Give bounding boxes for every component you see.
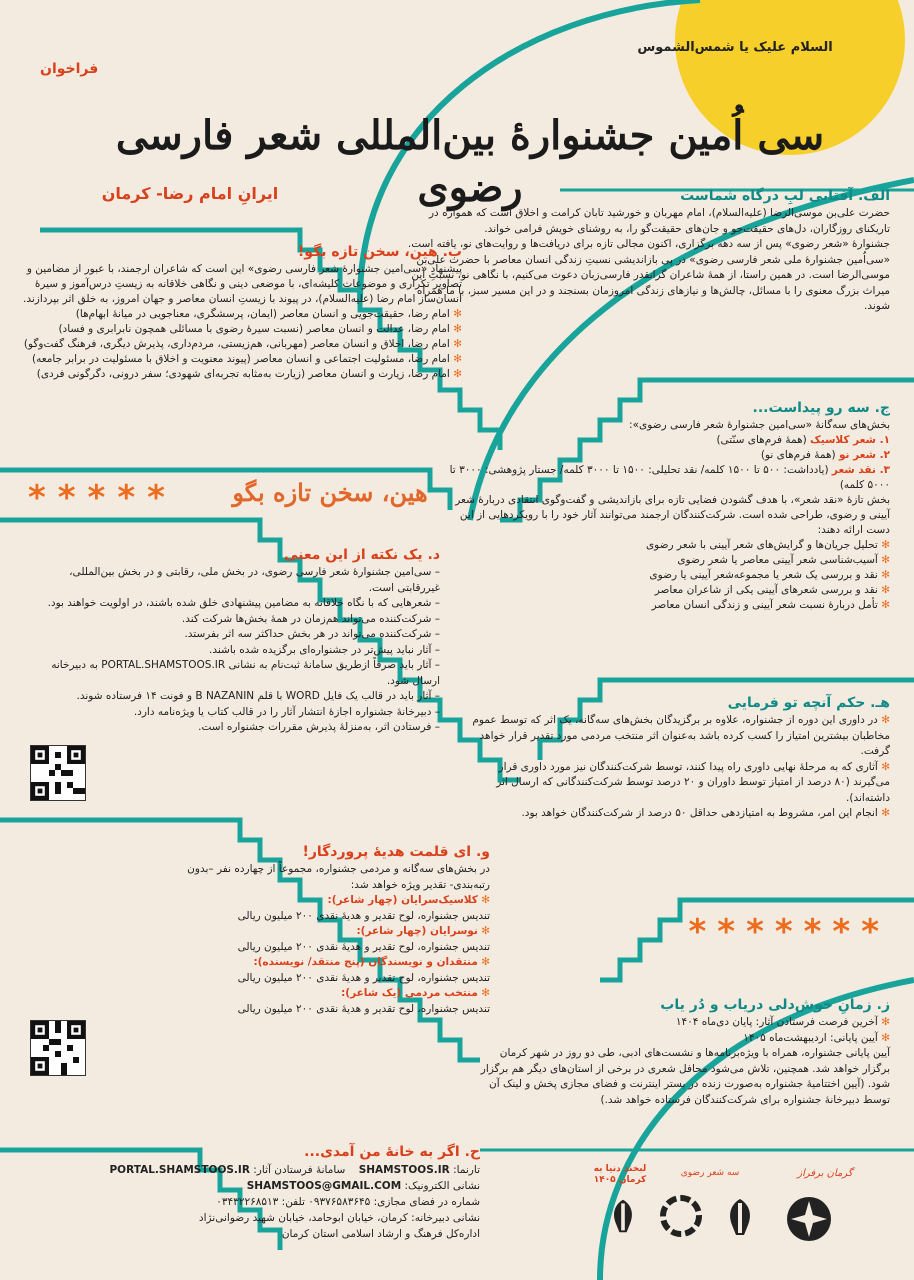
- ze-item: ✻ آیین پایانی: اردیبهشت‌ماه ۱۴۰۵: [743, 1031, 890, 1044]
- list-item: ✻ امام رضا، مسئولیت اجتماعی و انسان معاصر (پیوند معنویت و اخلاق با مسئولیت در برابر جامعه): [32, 353, 462, 365]
- asterisk-icon: ✻: [881, 714, 890, 726]
- emblem-logo-icon: [785, 1195, 833, 1243]
- greeting: السلام علیک یا شمس‌الشموس: [637, 40, 833, 55]
- award-title: ✻ کلاسیک‌سرایان (چهار شاعر):: [327, 894, 490, 906]
- vav-heading: و. ای قلمت هدیۀ پروردگار!: [302, 844, 490, 860]
- list-item: ✻ تأمل دربارۀ نسبت شعر آیینی و زندگی انسان معاصر: [651, 599, 890, 611]
- be-heading: ب. هین، سخن تازه بگو!: [297, 244, 462, 260]
- alef-p2: جشنوارۀ «شعر رضوی» پس از سه دهه برگزاری، اکنون مجالی تازه برای دریافت‌ها و روایت‌های نو، یافته است. «سی‌اُمین جشنوارۀ ملی شعر فارسی رضوی» در پی بازاندیشی نسبتِ زندگی انسان معاصر با حضرت علی‌بن موسی‌الرضا است. در همین راستا، از همهٔ شاعران گرانقدر فارسی‌زبان دعوت می‌کنیم، با نگاهی نو، نسبتِ این میراث بزرگ معنوی را با مسائل، چالش‌ها و نیازهای زندگی امروزمان بسنجند و در این مسیر سبز، با ما همراه شوند.: [407, 238, 890, 312]
- page-title: سی اُمین جشنوارۀ بین‌المللی شعر فارسی رضوی: [115, 112, 825, 211]
- contact-heading: ح. اگر به خانۀ من آمدی...: [304, 1144, 480, 1160]
- award-text: تندیس جشنواره، لوح تقدیر و هدیۀ نقدی ۲۰۰ میلیون ریالی: [237, 909, 490, 922]
- website-link[interactable]: SHAMSTOOS.IR: [358, 1164, 450, 1176]
- email-link[interactable]: SHAMSTOOS@GMAIL.COM: [246, 1180, 402, 1192]
- asterisk-icon: ✻: [453, 368, 462, 380]
- list-item: ✻ امام رضا، زیارت و انسان معاصر (زیارت به‌مثابه تجربه‌ای شهودی؛ سفر درونی، دگرگونی فردی): [36, 368, 462, 380]
- award-text: تندیس جشنواره، لوح تقدیر و هدیۀ نقدی ۲۰۰ میلیون ریالی: [237, 1002, 490, 1015]
- asterisk-icon: ✻: [481, 987, 490, 999]
- asterisk-icon: ✻: [881, 760, 890, 773]
- section-jim: [440, 398, 890, 613]
- section-be: [22, 242, 462, 382]
- logo-text-2: سه شعر رضوی: [680, 1168, 740, 1178]
- jim-heading: ج. سه رو پیداست...: [752, 400, 890, 416]
- jim-s1: ۱. شعر کلاسیک (همۀ فرم‌های سنّتی): [716, 434, 890, 446]
- list-item: ✻ آسیب‌شناسی شعر آیینی معاصر یا شعر رضوی: [677, 554, 890, 566]
- list-item: – شرکت‌کننده می‌تواند هم‌زمان در همۀ بخش‌ها شرکت کند.: [181, 612, 440, 625]
- iran-emblem-icon: [605, 1195, 641, 1237]
- asterisk-icon: ✻: [481, 894, 490, 906]
- asterisk-icon: ✻: [881, 1016, 890, 1028]
- ze-item: ✻ آخرین فرصت فرستادن آثار: پایان دی‌ماه ۱۴۰۴: [675, 1016, 890, 1028]
- section-vav: [150, 842, 490, 1017]
- list-item: ✻ امام رضا، حقیقت‌جویی و انسان معاصر (ایمان، پرسشگری، معناجویی در میانۀ ابهام‌ها): [75, 308, 462, 320]
- asterisk-icon: ✻: [881, 584, 890, 596]
- portal-link[interactable]: PORTAL.SHAMSTOOS.IR: [109, 1164, 250, 1176]
- contact-org: اداره‌کل فرهنگ و ارشاد اسلامی استان کرمان: [281, 1228, 480, 1240]
- contact-address: نشانی دبیرخانه: کرمان، خیابان ابوحامد، خیابان شهید رضوانی‌نژاد: [198, 1212, 480, 1224]
- list-item: ✻ تحلیل جریان‌ها و گرایش‌های شعر آیینی با شعر رضوی: [645, 539, 890, 551]
- award-text: تندیس جشنواره، لوح تقدیر و هدیۀ نقدی ۲۰۰ میلیون ریالی: [237, 971, 490, 984]
- location: ایرانِ امام رضا- کرمان: [101, 184, 279, 203]
- asterisk-icon: ✻: [881, 1031, 890, 1044]
- list-item: ✻ امام رضا، عدالت و انسان معاصر (نسبت سیرۀ رضوی با مسائلی همچون نابرابری و فساد): [58, 323, 462, 335]
- asterisk-icon: ✻: [453, 323, 462, 335]
- jim-list: [440, 538, 890, 613]
- asterisk-icon: ✻: [881, 539, 890, 551]
- asterisk-icon: ✻: [453, 338, 462, 350]
- logo-text-1: گرمان برفراز: [797, 1168, 853, 1179]
- list-item: – آثار نباید پیش‌تر در جشنواره‌ای برگزیده شده باشند.: [209, 643, 440, 656]
- decorative-stars: *******: [688, 912, 890, 952]
- be-list: [22, 307, 462, 382]
- asterisk-icon: ✻: [453, 308, 462, 320]
- slogan-banner: هین، سخن تازه بگو: [232, 478, 428, 507]
- award-text: تندیس جشنواره، لوح تقدیر و هدیۀ نقدی ۲۰۰ میلیون ریالی: [237, 940, 490, 953]
- asterisk-icon: ✻: [881, 554, 890, 566]
- list-item: – سی‌امین جشنوارۀ شعر فارسی رضوی، در بخش ملی، رقابتی و در بخش بین‌المللی، غیررقابتی است.: [69, 566, 440, 594]
- section-dal: [30, 545, 440, 736]
- section-he: [470, 693, 890, 822]
- slogan-stars: *****: [28, 478, 177, 518]
- jim-s2: ۲. شعر نو (همۀ فرم‌های نو): [760, 449, 890, 461]
- asterisk-icon: ✻: [881, 807, 890, 819]
- list-item: – شعرهایی که با نگاه خلاقانه به مضامین پیشنهادی خلق شده باشند، در اولویت خواهند بود.: [47, 597, 440, 609]
- be-intro: پیشنهادِ «سی‌امین جشنوارۀ شعر فارسی رضوی» این است که شاعران ارجمند، با عبور از مضامین و تصاویر تکراری و موضوعات کلیشه‌ای، با موضعی دینی و نگاهی خلاقانه به زیستِ درس‌آموز و سیرۀ انسان‌ساز امام رضا (علیه‌السلام)، در پیوند با زیستِ انسان معاصر و جهان امروز، به خلق اثر بپردازند.: [23, 263, 462, 305]
- contact-email: نشانی الکترونیک: SHAMSTOOS@GMAIL.COM: [246, 1180, 480, 1192]
- iran-emblem-icon: [720, 1195, 760, 1239]
- logo-text-3: لبخند دنیا به کرمان ۱۴۰۵: [593, 1164, 647, 1185]
- ze-heading: ز. زمانِ خوش‌دلی دریاب و دُر یاب: [660, 997, 890, 1013]
- award-title: ✻ منتخب مردمی (یک شاعر):: [341, 987, 490, 999]
- list-item: ✻ انجام این امر، مشروط به امتیازدهی حداقل ۵۰ درصد از شرکت‌کنندگان خواهد بود.: [521, 807, 890, 819]
- qr-code-icon[interactable]: [30, 1020, 86, 1076]
- list-item: – فرستادن اثر، به‌منزلۀ پذیرش مقررات جشنواره است.: [198, 721, 440, 733]
- qr-code-icon[interactable]: [30, 745, 86, 801]
- list-item: – دبیرخانۀ جشنواره اجازۀ انتشار آثار را در قالب کتاب یا ویژه‌نامه دارد.: [133, 705, 440, 718]
- list-item: ✻ امام رضا، اخلاق و انسان معاصر (مهربانی، هم‌زیستی، مردم‌داری، پذیرش دیگری، فرهنگ گفت‌وگو): [23, 338, 462, 350]
- jim-s3: ۳. نقد شعر (یادداشت: ۵۰۰ تا ۱۵۰۰ کلمه/ نقد تحلیلی: ۱۵۰۰ تا ۳۰۰۰ کلمه/ جستار پژوهشی: ۳۰۰۰ تا ۵۰۰۰ کلمه): [449, 464, 890, 491]
- alef-heading: الف. آفتابی لبِ درگاه شماست: [680, 188, 890, 204]
- asterisk-icon: ✻: [881, 599, 890, 611]
- vav-intro: در بخش‌های سه‌گانه و مردمی جشنواره، مجموعاً از چهارده نفر –بدون رتبه‌بندی- تقدیر ویژه خواهد شد:: [187, 863, 490, 891]
- he-heading: هـ. حکم آنچه تو فرمایی: [727, 695, 890, 711]
- jim-desc: بخش تازۀ «نقد شعر»، با هدف گشودن فضایی تازه برای بازاندیشی و گفت‌وگوی انتقادی دربارۀ شعر آیینی و رضوی، طراحی شده است. شرکت‌کنندگان ارجمند می‌توانند آثار خود را با رویکردهایی از این دست ارائه دهند:: [455, 494, 890, 536]
- asterisk-icon: ✻: [881, 569, 890, 581]
- list-item: ✻ نقد و بررسی شعرهای آیینی یکی از شاعران معاصر: [654, 584, 890, 596]
- ring-logo-icon: [660, 1195, 702, 1237]
- call-label: فراخوان: [40, 61, 99, 77]
- list-item: ✻ آثاری که به مرحلۀ نهایی داوری راه پیدا کنند، توسط شرکت‌کنندگان نیز مورد داوری قرار می‌گیرند (۸۰ درصد از امتیاز توسط داوران و ۲۰ درصد توسط شرکت‌کنندگانی که ارسال اثر داشته‌اند).: [496, 760, 890, 804]
- contact-phone: شماره در فضای مجازی: ۰۹۳۷۶۵۸۳۶۴۵ تلفن: ۰۳۴۳۲۲۶۸۵۱۳: [216, 1196, 480, 1208]
- asterisk-icon: ✻: [481, 956, 490, 968]
- list-item: ✻ در داوری این دوره از جشنواره، علاوه بر برگزیدگان بخش‌های سه‌گانه، یک اثر که توسط عموم مخاطبان بیشترین امتیاز را کسب کرده باشد به‌عنوان اثر منتخب مردمی مورد تقدیر قرار خواهد گرفت.: [472, 714, 890, 757]
- alef-p1: حضرت علی‌بن موسی‌الرضا (علیه‌السلام)، امام مهربان و خورشید تابان کرامت و اخلاق است که همواره در تاریکنای روزگاران، دل‌های حقیقت‌جو و جان‌های حقیقت‌گو را، به روشنای خویش فرامی خواند.: [428, 207, 890, 235]
- dal-heading: د. یک نکته از این معنی: [283, 547, 440, 563]
- section-alef: [400, 186, 890, 315]
- list-item: ✻ نقد و بررسی یک شعر یا مجموعه‌شعر آیینی یا رضوی: [649, 569, 890, 581]
- asterisk-icon: ✻: [453, 353, 462, 365]
- contact-web: تارنما: SHAMSTOOS.IR سامانۀ فرستادن آثار: PORTAL.SHAMSTOOS.IR: [109, 1164, 480, 1176]
- list-item: – آثار باید در قالب یک فایل WORD با قلم B NAZANIN و فونت ۱۴ فرستاده شوند.: [76, 690, 440, 702]
- ze-desc: آیین پایانی جشنواره، همراه با ویژه‌برنامه‌ها و نشست‌های ادبی، طی دو روز در شهر کرمان برگزار خواهد شد. همچنین، تلاش می‌شود محافل شعری در برخی از استان‌های دیگر هم برگزار شود. (آیین اختتامیۀ جشنواره به‌صورت زنده در بستر اینترنت و فضای مجازی پخش و لینک آن توسط دبیرخانۀ جشنواره برای شرکت‌کنندگان فرستاده خواهد شد.): [480, 1047, 890, 1106]
- dal-list: [30, 565, 440, 736]
- he-list: [470, 713, 890, 822]
- section-ze: [470, 995, 890, 1108]
- award-title: ✻ منتقدان و نویسندگان (پنج منتقد/ نویسنده):: [253, 956, 490, 968]
- list-item: – شرکت‌کننده می‌تواند در هر بخش حداکثر سه اثر بفرستد.: [184, 628, 440, 640]
- section-contact: [100, 1142, 480, 1242]
- award-title: ✻ نوسرایان (چهار شاعر):: [356, 925, 490, 937]
- asterisk-icon: ✻: [481, 925, 490, 937]
- jim-intro: بخش‌های سه‌گانۀ «سی‌امین جشنوارۀ شعر فارسی رضوی»:: [629, 419, 890, 431]
- list-item: – آثار باید صرفاً ازطریق سامانۀ ثبت‌نام به نشانی PORTAL.SHAMSTOOS.IR به دبیرخانه ارسال شود.: [51, 659, 440, 687]
